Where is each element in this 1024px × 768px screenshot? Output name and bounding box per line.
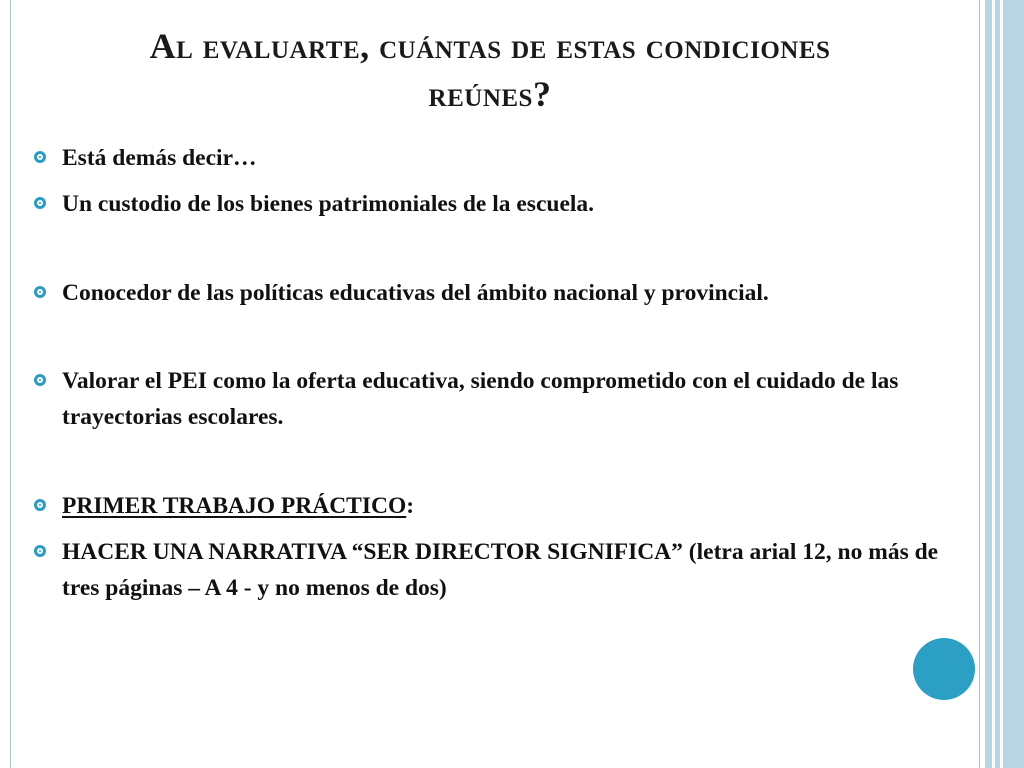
slide-title bbox=[60, 22, 920, 118]
bullet-item bbox=[34, 275, 954, 311]
assignment-heading-colon: : bbox=[406, 493, 415, 519]
bullet-marker-icon bbox=[34, 151, 46, 163]
bullet-item bbox=[34, 363, 954, 435]
bullet-text: HACER UNA NARRATIVA “SER DIRECTOR SIGNIFICA” (letra arial 12, no más de tres páginas – A 4 - y no menos de dos) bbox=[62, 539, 939, 601]
bullet-item-assignment-instructions bbox=[34, 534, 954, 606]
bullet-marker-icon bbox=[34, 374, 46, 386]
bullet-text: Valorar el PEI como la oferta educativa, siendo comprometido con el cuidado de las trayectorias escolares. bbox=[62, 368, 899, 430]
bullet-item bbox=[34, 186, 954, 222]
left-frame-line bbox=[10, 0, 11, 768]
bullet-text: Conocedor de las políticas educativas del ámbito nacional y provincial. bbox=[62, 280, 769, 306]
right-decorative-band bbox=[982, 0, 1024, 768]
slide-title-line-2: reúnes? bbox=[428, 74, 552, 114]
assignment-heading: PRIMER TRABAJO PRÁCTICO bbox=[62, 493, 407, 519]
bullet-text: Está demás decir… bbox=[62, 145, 257, 171]
bullet-item bbox=[34, 140, 954, 176]
bullet-marker-icon bbox=[34, 286, 46, 298]
decorative-circle bbox=[913, 638, 975, 700]
bullet-marker-icon bbox=[34, 545, 46, 557]
bullet-text: Un custodio de los bienes patrimoniales de la escuela. bbox=[62, 191, 595, 217]
bullet-item-assignment-heading bbox=[34, 488, 954, 524]
bullet-marker-icon bbox=[34, 197, 46, 209]
slide-title-line-1: Al evaluarte, cuántas de estas condiciones bbox=[149, 26, 831, 66]
bullet-list bbox=[34, 140, 954, 606]
bullet-marker-icon bbox=[34, 499, 46, 511]
right-frame-line bbox=[979, 0, 980, 768]
